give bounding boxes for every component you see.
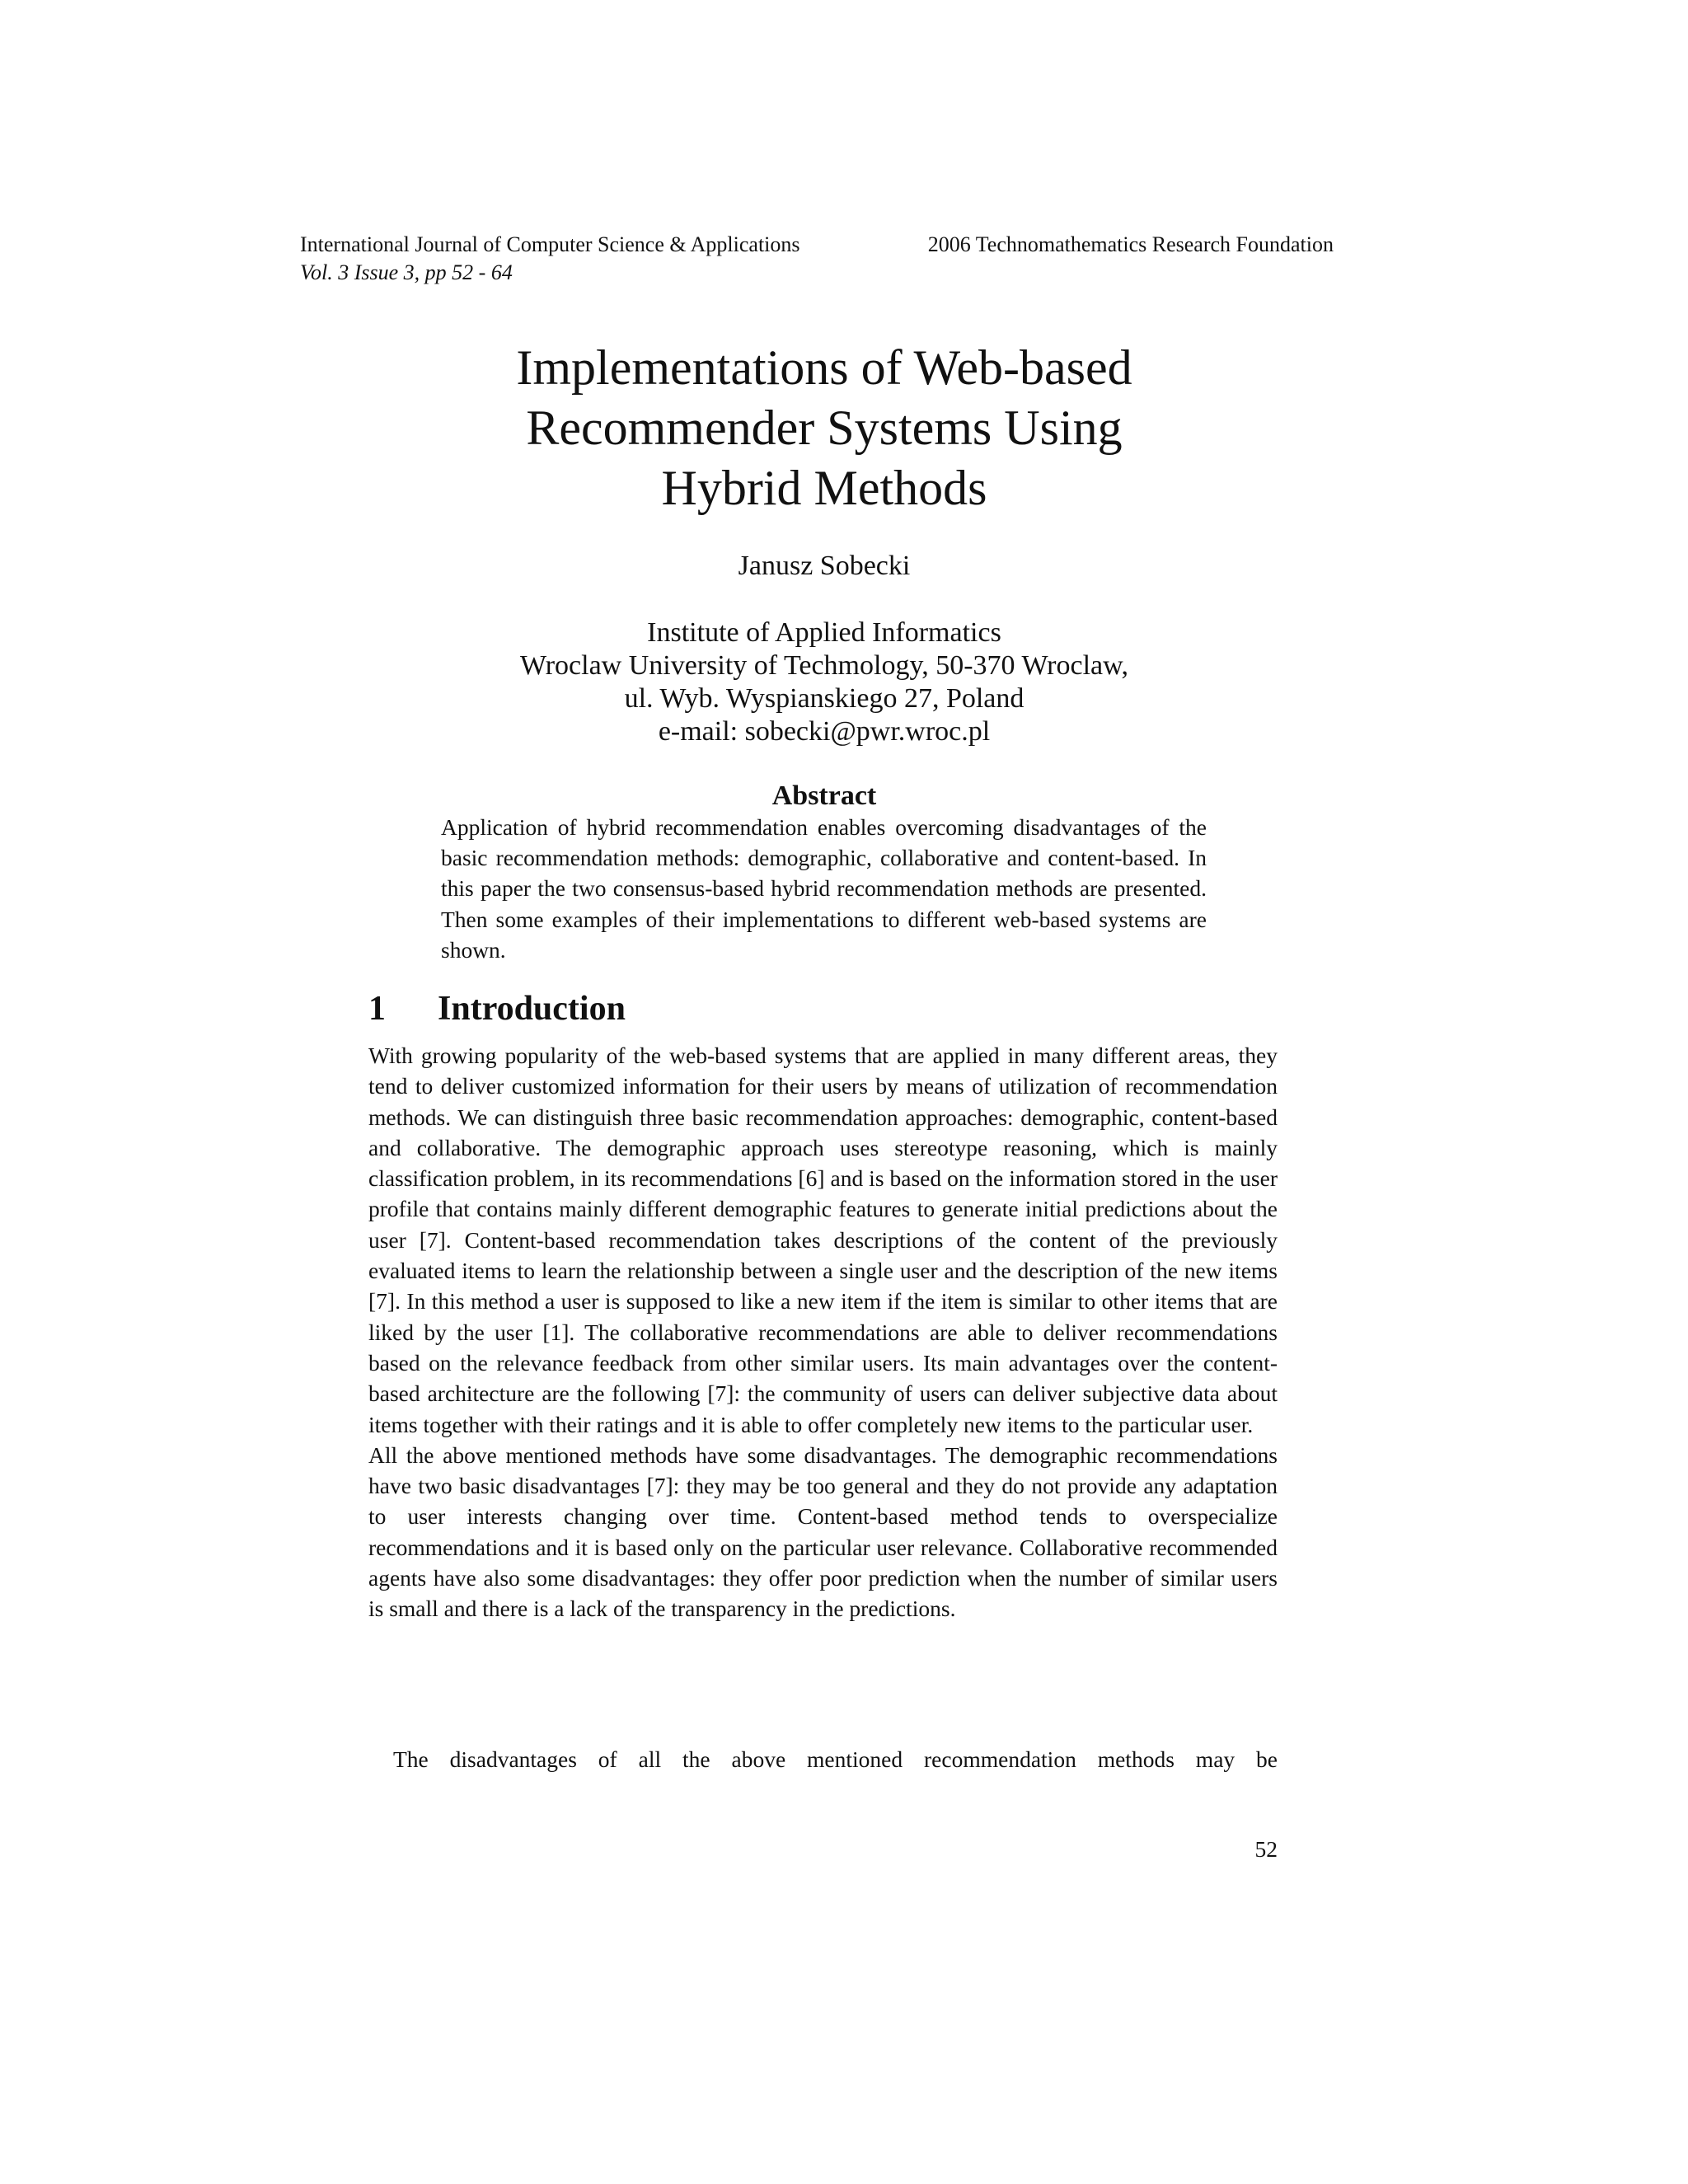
- page-number: 52: [1254, 1836, 1278, 1862]
- abstract-heading: Abstract: [771, 780, 877, 811]
- paper-title: [371, 338, 1278, 518]
- abstract-text: Application of hybrid recommendation enables overcoming disadvantages of the basic recommendation methods: demographic, collaborative and content-based. In this paper the two consensus-based hybrid recommendation methods are presented. Then some examples of their implementations to different web-based systems are shown.: [441, 814, 1207, 963]
- paragraph-continuation: The disadvantages of all the above mentioned recommendation methods may be: [393, 1746, 1278, 1772]
- author-affiliation: [371, 616, 1278, 748]
- title-line: Implementations of Web-based: [516, 340, 1132, 395]
- affiliation-institute: Institute of Applied Informatics: [647, 617, 1001, 648]
- section-body: [368, 1040, 1278, 1624]
- author-name: Janusz Sobecki: [738, 551, 911, 581]
- title-line: Hybrid Methods: [661, 461, 987, 515]
- journal-volume: Vol. 3 Issue 3, pp 52 - 64: [300, 260, 513, 284]
- section-title: Introduction: [438, 990, 626, 1028]
- section-heading: [368, 986, 626, 1032]
- title-line: Recommender Systems Using: [526, 401, 1123, 455]
- paragraph: All the above mentioned methods have some disadvantages. The demographic recommendations have two basic disadvantages [7]: they may be too general and they do not provide any adaptation to user interests changing over time. Content-based method tends to overspecialize recommendations and it is based only on the particular user relevance. Collaborative recommended agents have also some disadvantages: they offer poor prediction when the number of similar users is small and there is a lack of the transparency in the predictions.: [368, 1441, 1278, 1622]
- journal-name: International Journal of Computer Science & Applications: [300, 232, 800, 256]
- affiliation-address: ul. Wyb. Wyspianskiego 27, Poland: [624, 683, 1025, 714]
- paragraph: With growing popularity of the web-based systems that are applied in many different areas, they tend to deliver customized information for their users by means of utilization of recommendation methods. We can distinguish three basic recommendation approaches: demographic, content-based and collaborative. The demographic approach uses stereotype reasoning, which is mainly classification problem, in its recommendations [6] and is based on the information stored in the user profile that contains mainly different demographic features to generate initial predictions about the user [7]. Content-based recommendation takes descriptions of the content of the previously evaluated items to learn the relationship between a single user and the description of the new items [7]. In this method a user is supposed to like a new item if the item is similar to other items that are liked by the user [1]. The collaborative recommendations are able to deliver recommendations based on the relevance feedback from other similar users. Its main advantages over the content-based architecture are the following [7]: the community of users can deliver subjective data about items together with their ratings and it is able to offer completely new items to the particular user.: [368, 1043, 1278, 1437]
- affiliation-university: Wroclaw University of Techmology, 50-370 Wroclaw,: [520, 650, 1128, 681]
- section-number: 1: [368, 990, 386, 1028]
- affiliation-email: e-mail: sobecki@pwr.wroc.pl: [658, 716, 991, 747]
- running-header-right: 2006 Technomathematics Research Foundation: [927, 232, 1334, 256]
- running-header-left: [300, 231, 800, 287]
